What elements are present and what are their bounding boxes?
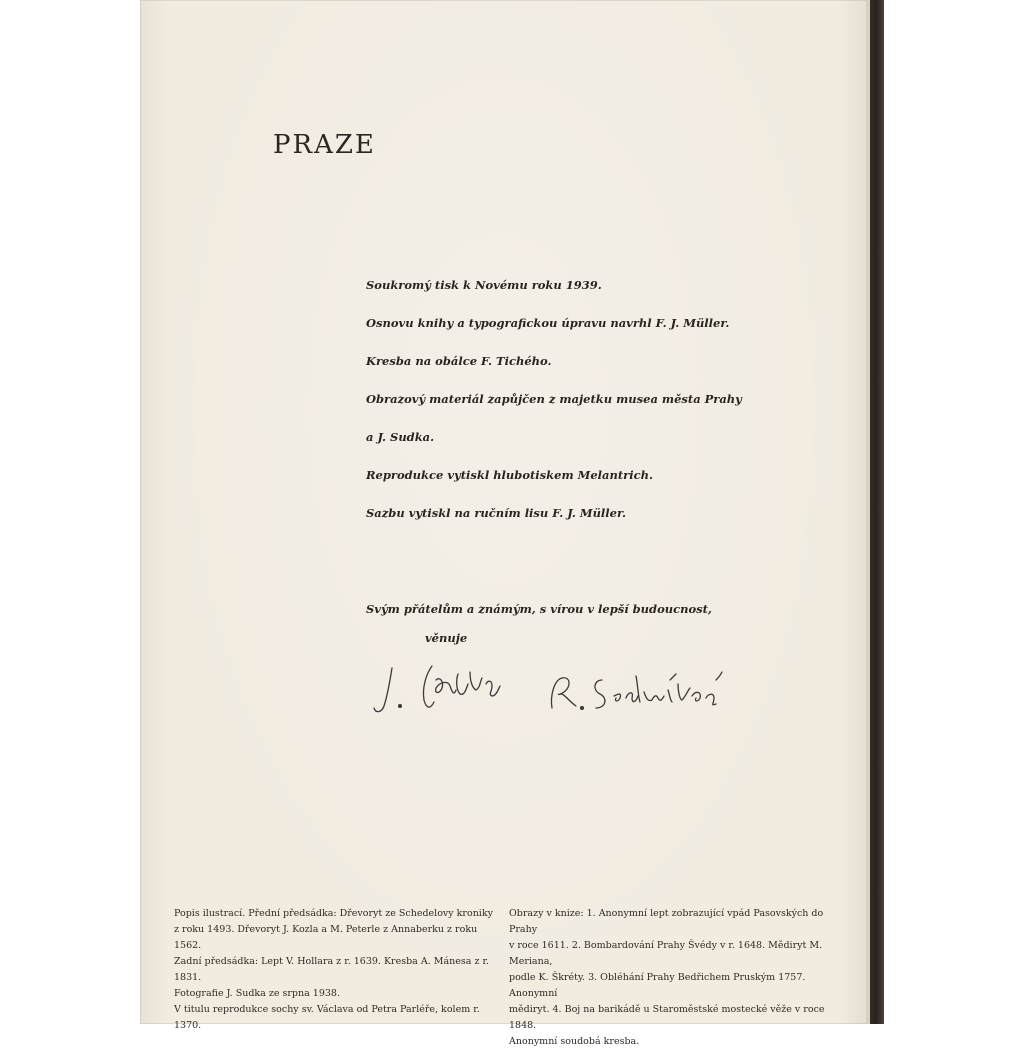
illustration-notes-left: Popis ilustrací. Přední předsádka: Dřevoryt ze Schedelovy kroniky z roku 1493. Dřevoryt J. Kozla a M. Peterle z Annaberku z roku 1562. Zadní předsádka: Lept V. Hollara z r. 1639. Kresba A. Mánesa z r. 1831. Fotografie J. Sudka ze srpna 1938. V titulu reprodukce sochy sv. Václava od Petra Parléře, kolem r. 1370.: [174, 908, 493, 1031]
colophon-line: Reprodukce vytiskl hlubotiskem Melantrich.: [366, 468, 653, 482]
colophon-line: a J. Sudka.: [366, 430, 435, 444]
illustration-notes-right: Obrazy v knize: 1. Anonymní lept zobrazující vpád Pasovských do Prahy v roce 1611. 2. Bombardování Prahy Švédy v r. 1648. Mědiryt M. Meriana, podle K. Škréty. 3. Obléhání Prahy Bedřichem Pruským 1757. Anonymní mědiryt. 4. Boj na barikádě u Staroměstské mostecké věže v roce 1848. Anonymní soudobá kresba.: [509, 908, 825, 1047]
dedication-verb: věnuje: [425, 631, 468, 645]
page-title: PRAZE: [273, 130, 376, 160]
colophon-line: Soukromý tisk k Novému roku 1939.: [366, 278, 602, 292]
dedication-line: Svým přátelům a známým, s vírou v lepší budoucnost,: [366, 602, 712, 616]
colophon-line: Obrazový materiál zapůjčen z majetku musea města Prahy: [366, 392, 742, 406]
page-edge: [866, 0, 870, 1024]
colophon-line: Osnovu knihy a typografickou úpravu navrhl F. J. Müller.: [366, 316, 730, 330]
signature-sudek: [374, 666, 500, 712]
signature-sedmikova: [551, 672, 722, 709]
colophon-list: [366, 278, 836, 544]
colophon-line: Kresba na obálce F. Tichého.: [366, 354, 552, 368]
handwritten-signatures: [370, 650, 730, 730]
colophon-line: Sazbu vytiskl na ručním lisu F. J. Müller.: [366, 506, 626, 520]
